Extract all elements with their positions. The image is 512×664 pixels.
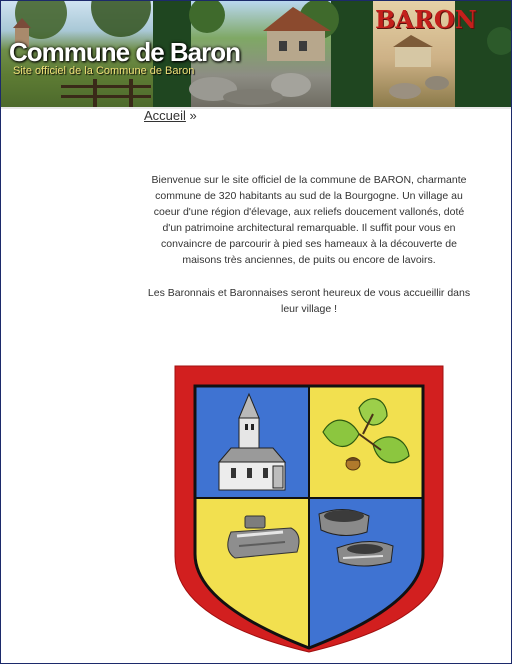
site-subtitle: Site officiel de la Commune de Baron [13, 65, 195, 77]
site-banner [1, 1, 511, 109]
breadcrumb-separator: » [189, 108, 197, 123]
coat-of-arms-icon [173, 364, 445, 654]
breadcrumb-home-link[interactable]: Accueil [144, 108, 186, 123]
intro-paragraph: Les Baronnais et Baronnaises seront heureux de vous accueillir dans leur village ! [147, 287, 471, 315]
intro-text [144, 172, 474, 334]
intro-paragraph: Bienvenue sur le site officiel de la commune de BARON, charmante commune de 320 habitants au sud de la Bourgogne. Un village au coeur d'une région d'élevage, aux reliefs doucement vallonés, doté d'un patrimoine architectural remarquable. Il suffit pour vous en convaincre de parcourir à pied ses hameaux à la découverte de maisons très anciennes, de puits ou encore de lavoirs. [151, 174, 467, 266]
breadcrumb [144, 108, 197, 123]
banner-sign-text: BARON [375, 5, 477, 34]
site-title: Commune de Baron [9, 37, 241, 67]
